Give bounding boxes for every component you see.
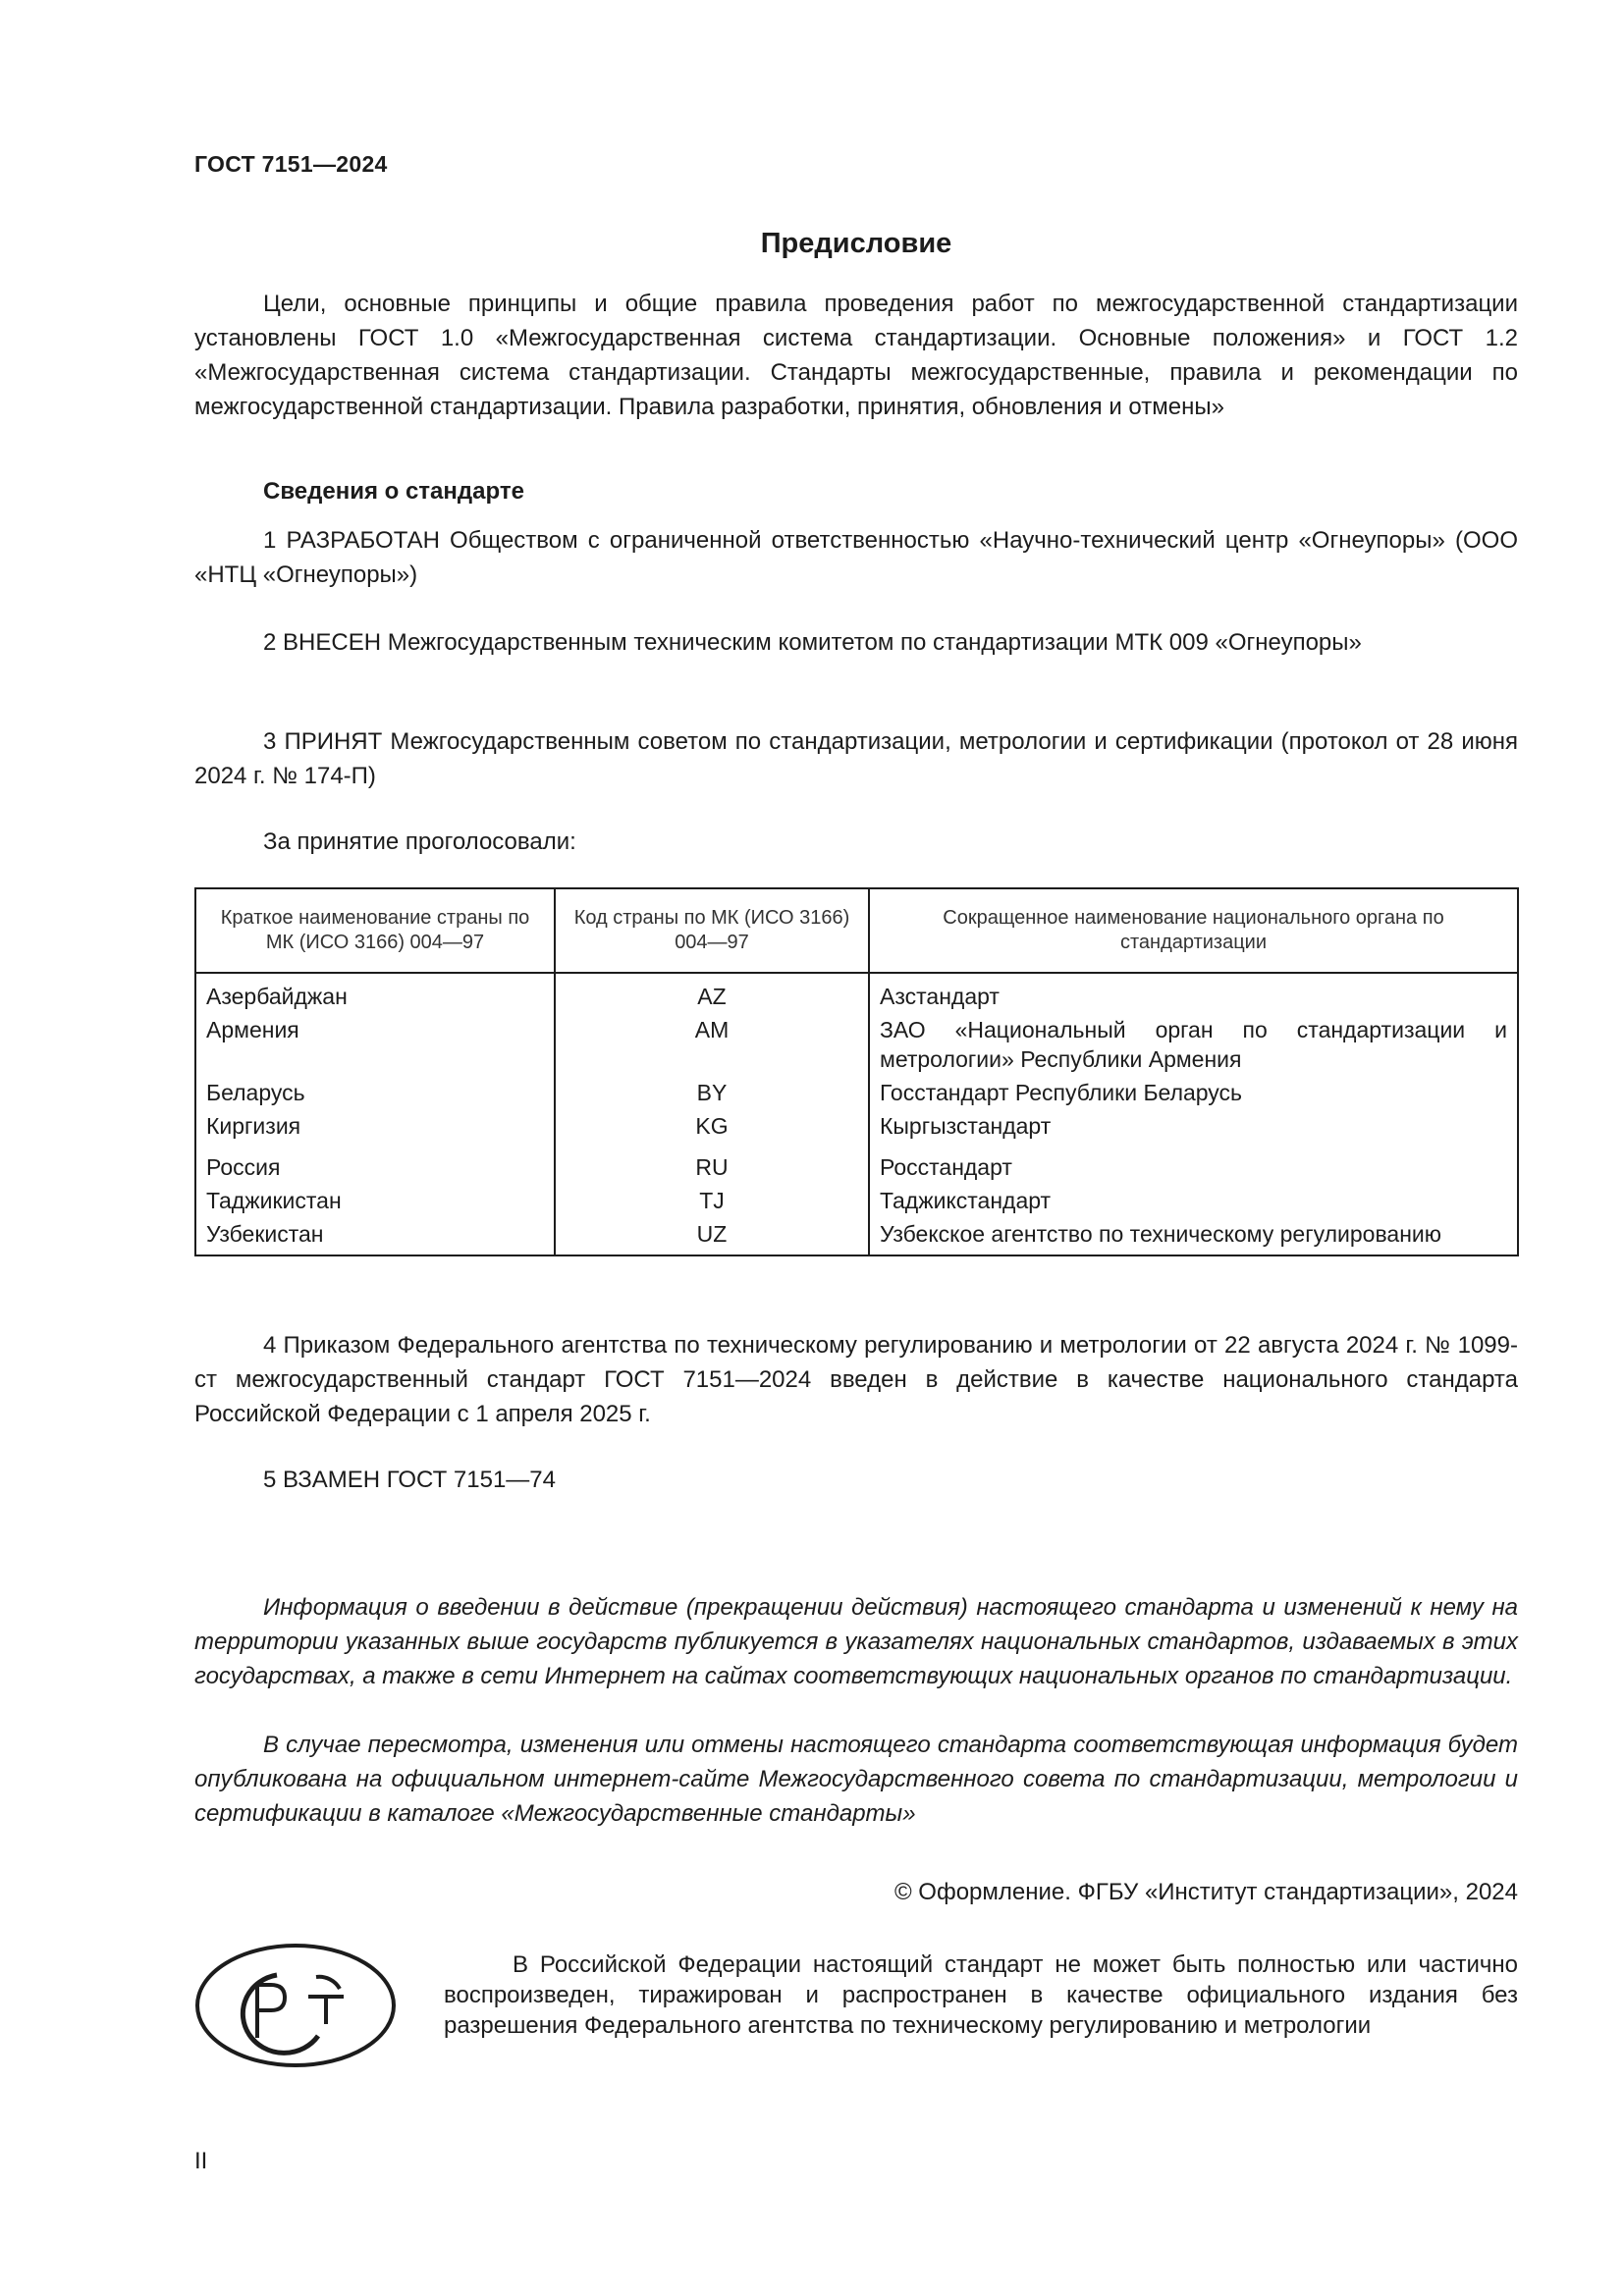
country-code-cell: AZ <box>555 973 869 1013</box>
column-header-code: Код страны по МК (ИСО 3166) 004—97 <box>555 888 869 973</box>
table-row <box>195 1076 1518 1109</box>
item-enacted-by-order: 4 Приказом Федерального агентства по техническому регулированию и метрологии от 22 августа 2024 г. № 1099-ст межгосударственный стандарт ГОСТ 7151—2024 введен в действие в качестве национального стандарта Российской Федерации с 1 апреля 2025 г. <box>194 1332 1518 1427</box>
country-code-cell: RU <box>555 1150 869 1184</box>
standard-code-header: ГОСТ 7151—2024 <box>194 151 388 177</box>
country-code-cell: UZ <box>555 1217 869 1255</box>
country-code-cell: KG <box>555 1109 869 1150</box>
country-code-cell: AM <box>555 1013 869 1076</box>
table-row <box>195 1013 1518 1076</box>
table-row <box>195 1184 1518 1217</box>
item-adopted-by: 3 ПРИНЯТ Межгосударственным советом по стандартизации, метрологии и сертификации (протокол от 28 июня 2024 г. № 174-П) <box>194 728 1518 789</box>
table-row <box>195 1150 1518 1184</box>
country-cell: Узбекистан <box>195 1217 555 1255</box>
country-cell: Армения <box>195 1013 555 1076</box>
country-cell: Азербайджан <box>195 973 555 1013</box>
standard-info-heading: Сведения о стандарте <box>263 478 524 505</box>
national-organ-cell: Узбекское агентство по техническому регулированию <box>869 1217 1518 1255</box>
column-header-organ: Сокращенное наименование национального органа по стандартизации <box>869 888 1518 973</box>
country-cell: Таджикистан <box>195 1184 555 1217</box>
national-organ-cell: Таджикстандарт <box>869 1184 1518 1217</box>
item-replaces: 5 ВЗАМЕН ГОСТ 7151—74 <box>263 1467 556 1493</box>
item-submitted-by: 2 ВНЕСЕН Межгосударственным техническим комитетом по стандартизации МТК 009 «Огнеупоры» <box>263 629 1362 656</box>
national-organ-cell: Госстандарт Республики Беларусь <box>869 1076 1518 1109</box>
national-organ-cell: Азстандарт <box>869 973 1518 1013</box>
country-cell: Беларусь <box>195 1076 555 1109</box>
copyright-line: © Оформление. ФГБУ «Институт стандартизации», 2024 <box>893 1879 1518 1905</box>
item-developed-by: 1 РАЗРАБОТАН Обществом с ограниченной ответственностью «Научно-технический центр «Огнеупоры» (ООО «НТЦ «Огнеупоры») <box>194 527 1518 588</box>
reproduction-rights-notice: В Российской Федерации настоящий стандарт не может быть полностью или частично воспроизведен, тиражирован и распространен в качестве официального издания без разрешения Федерального агентства по техническому регулированию и метрологии <box>444 1951 1518 2039</box>
rst-certification-mark-icon <box>194 1942 397 2069</box>
page-number: II <box>194 2148 208 2174</box>
table-header-row <box>195 888 1518 973</box>
table-row <box>195 1109 1518 1150</box>
country-code-cell: BY <box>555 1076 869 1109</box>
country-code-cell: TJ <box>555 1184 869 1217</box>
national-organ-cell: Кыргызстандарт <box>869 1109 1518 1150</box>
page-title: Предисловие <box>760 228 952 259</box>
voting-countries-table <box>194 887 1519 1256</box>
voted-label: За принятие проголосовали: <box>263 828 576 855</box>
note-publication-info: Информация о введении в действие (прекращении действия) настоящего стандарта и изменений к нему на территории указанных выше государств публикуется в указателях национальных стандартов, издаваемых в этих государствах, а также в сети Интернет на сайтах соответствующих национальных органов по стандартизации. <box>194 1594 1518 1689</box>
national-organ-cell: ЗАО «Национальный орган по стандартизации и метрологии» Республики Армения <box>869 1013 1518 1076</box>
country-cell: Россия <box>195 1150 555 1184</box>
table-row <box>195 973 1518 1013</box>
country-cell: Киргизия <box>195 1109 555 1150</box>
national-organ-cell: Росстандарт <box>869 1150 1518 1184</box>
column-header-country: Краткое наименование страны по МК (ИСО 3166) 004—97 <box>195 888 555 973</box>
intro-paragraph: Цели, основные принципы и общие правила проведения работ по межгосударственной стандартизации установлены ГОСТ 1.0 «Межгосударственная система стандартизации. Основные положения» и ГОСТ 1.2 «Межгосударственная система стандартизации. Стандарты межгосударственные, правила и рекомендации по межгосударственной стандартизации. Правила разработки, принятия, обновления и отмены» <box>194 291 1518 420</box>
note-revision-info: В случае пересмотра, изменения или отмены настоящего стандарта соответствующая информация будет опубликована на официальном интернет-сайте Межгосударственного совета по стандартизации, метрологии и сертификации в каталоге «Межгосударственные стандарты» <box>194 1732 1518 1827</box>
table-row <box>195 1217 1518 1255</box>
